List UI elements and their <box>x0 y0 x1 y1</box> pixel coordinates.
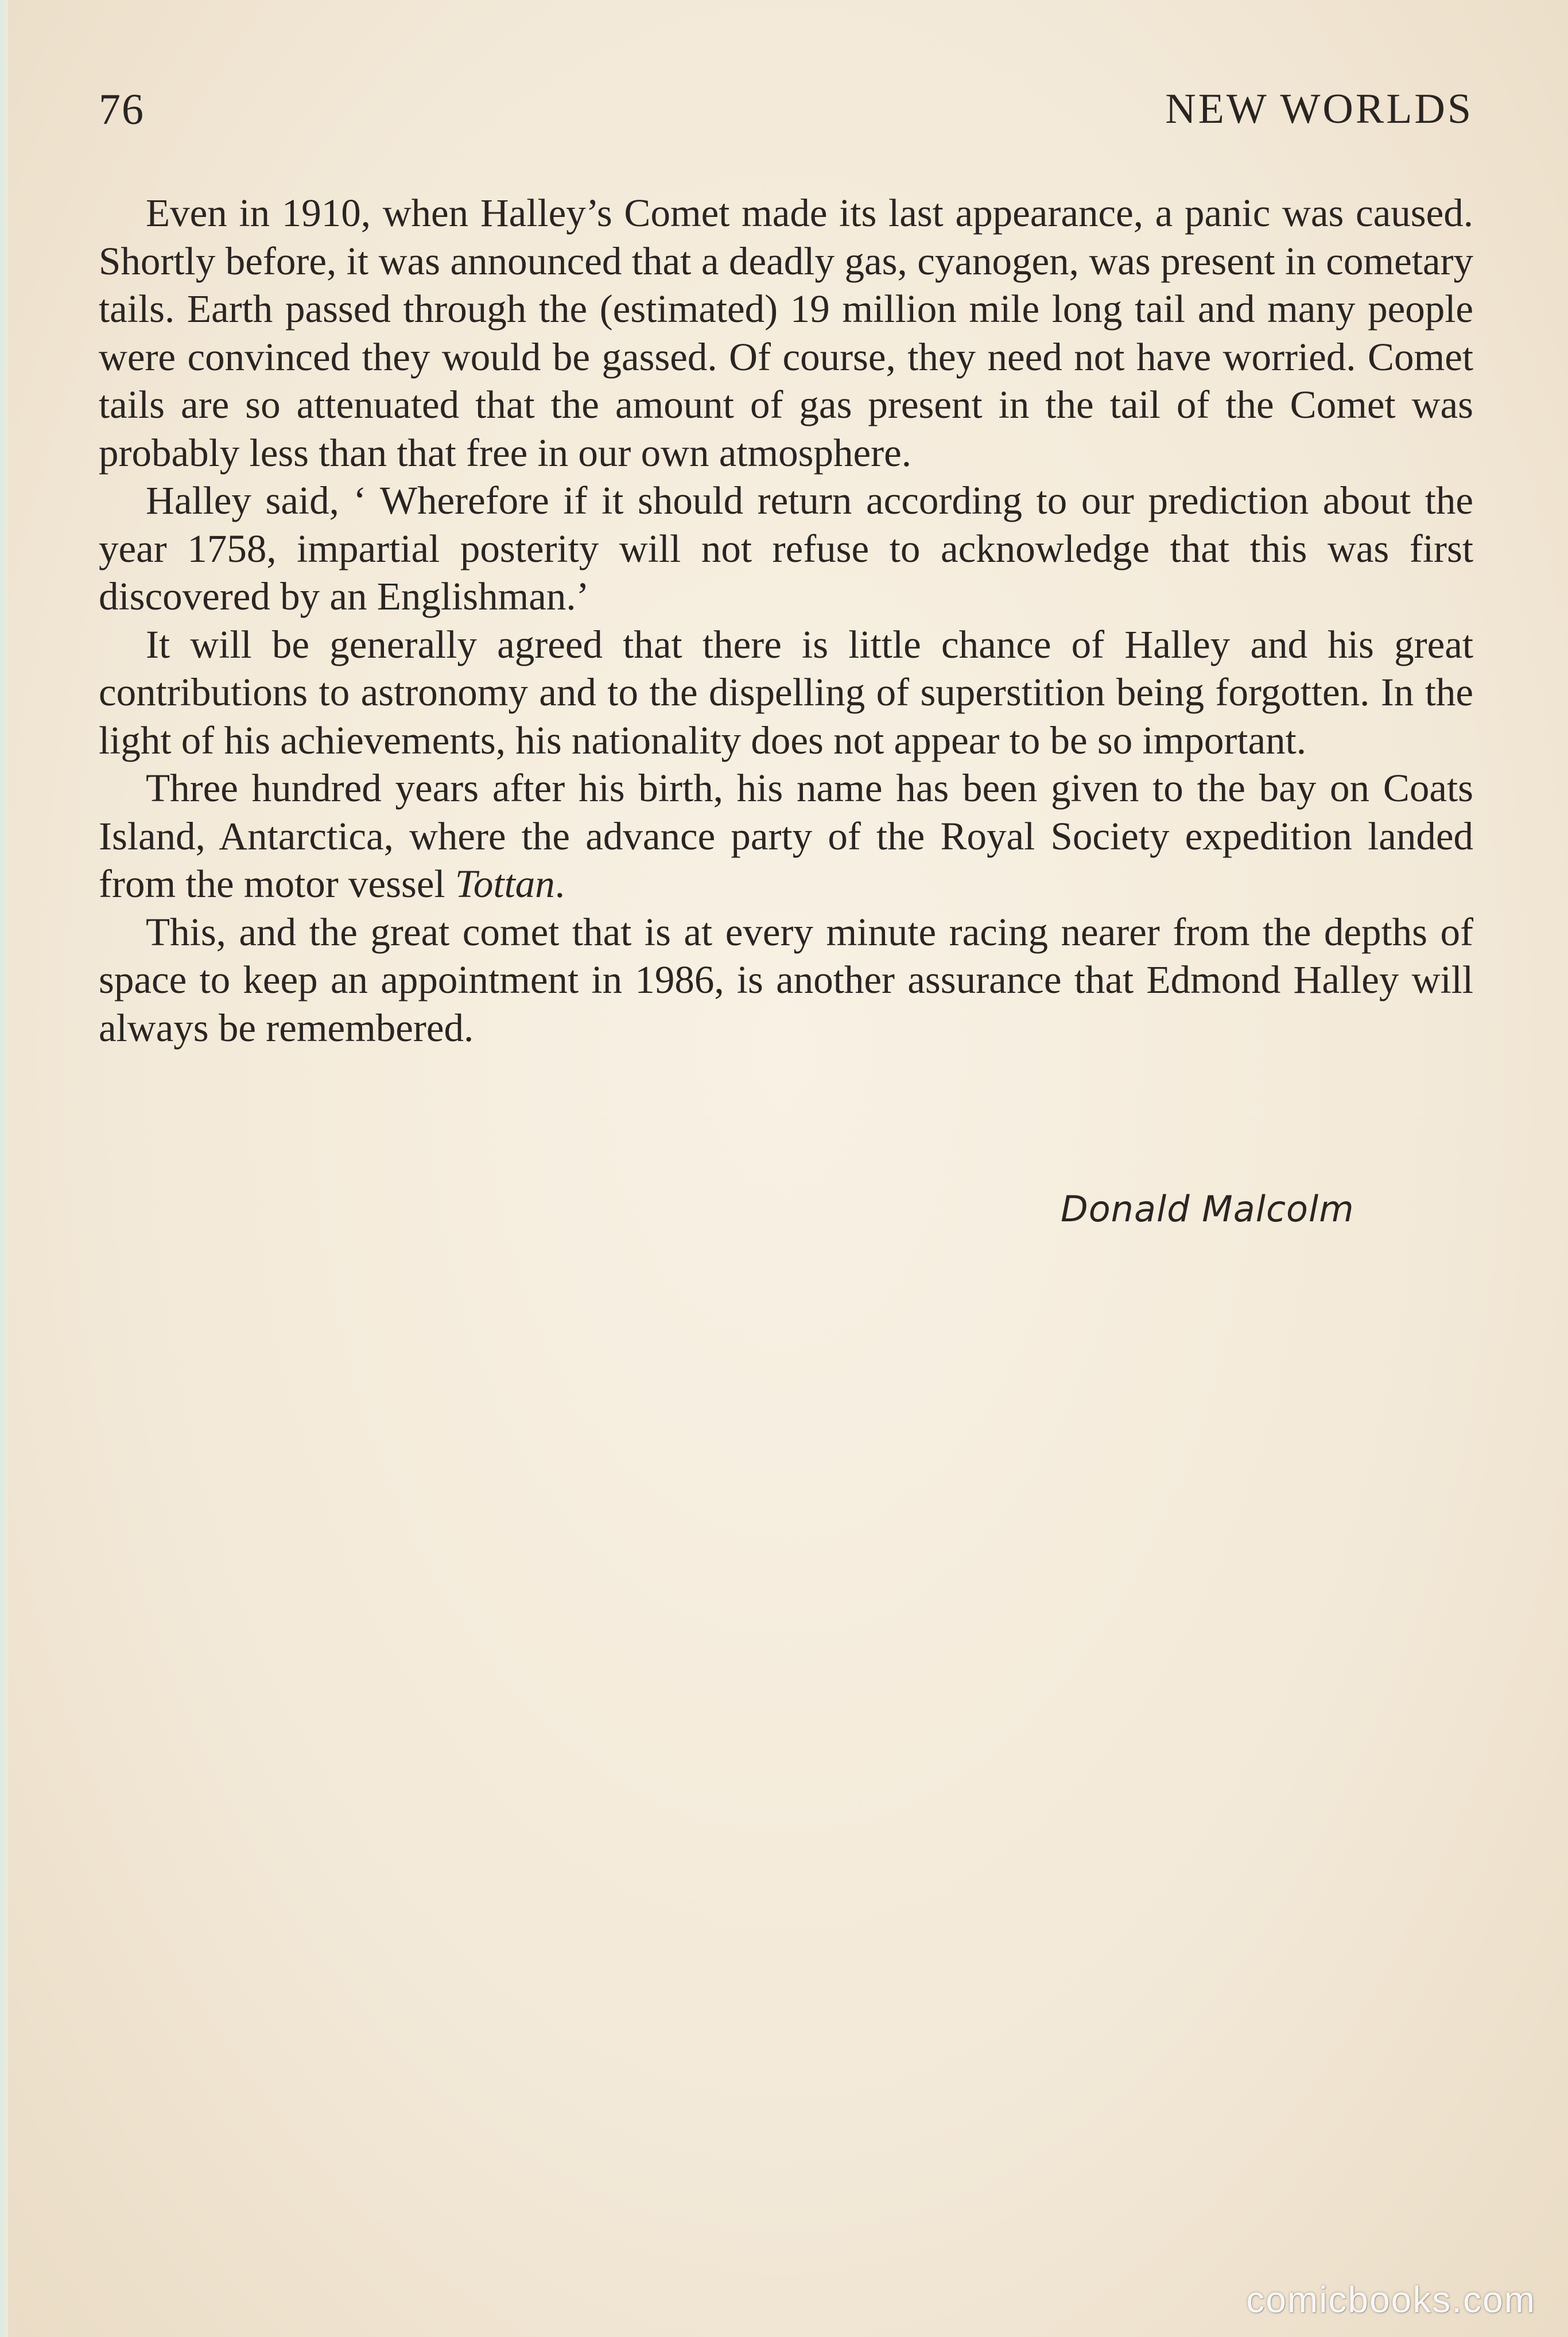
article-body <box>99 189 1473 1052</box>
paragraph: This, and the great comet that is at every minute racing nearer from the depths of space to keep an appointment in 1986, is another assurance that Edmond Halley will always be remembered. <box>99 910 1473 1050</box>
page-header <box>99 85 1473 148</box>
paragraph: Even in 1910, when Halley’s Comet made its last appearance, a panic was caused. Shortly before, it was announced that a deadly gas, cyanogen, was present in cometary tails. Earth passed through the (estimated) 19 million mile long tail and many people were convinced they would be gassed. Of course, they need not have worried. Comet tails are so attenuated that the amount of gas present in the tail of the Comet was probably less than that free in our own atmosphere. <box>99 191 1473 475</box>
watermark: comicbooks.com <box>1246 2279 1536 2320</box>
paragraph: It will be generally agreed that there is little chance of Halley and his great contributions to astronomy and to the dispelling of superstition being forgotten. In the light of his achievements, his nationality does not appear to be so important. <box>99 622 1473 762</box>
author-signature: Donald Malcolm <box>1061 1188 1354 1230</box>
paragraph-text: Three hundred years after his birth, his name has been given to the bay on Coats Island, Antarctica, where the advance party of the Royal Society expedition landed from the motor vessel <box>99 766 1473 906</box>
paragraph: Halley said, ‘ Wherefore if it should return according to our prediction about the year 1758, impartial posterity will not refuse to acknowledge that this was first discovered by an Englishman.’ <box>99 479 1473 618</box>
ship-name: Tottan <box>455 862 555 906</box>
running-head: NEW WORLDS <box>1165 86 1473 133</box>
paragraph <box>99 764 1473 909</box>
paragraph-text-end: . <box>554 862 565 906</box>
page-number: 76 <box>99 86 145 134</box>
page-edge <box>0 0 8 2337</box>
